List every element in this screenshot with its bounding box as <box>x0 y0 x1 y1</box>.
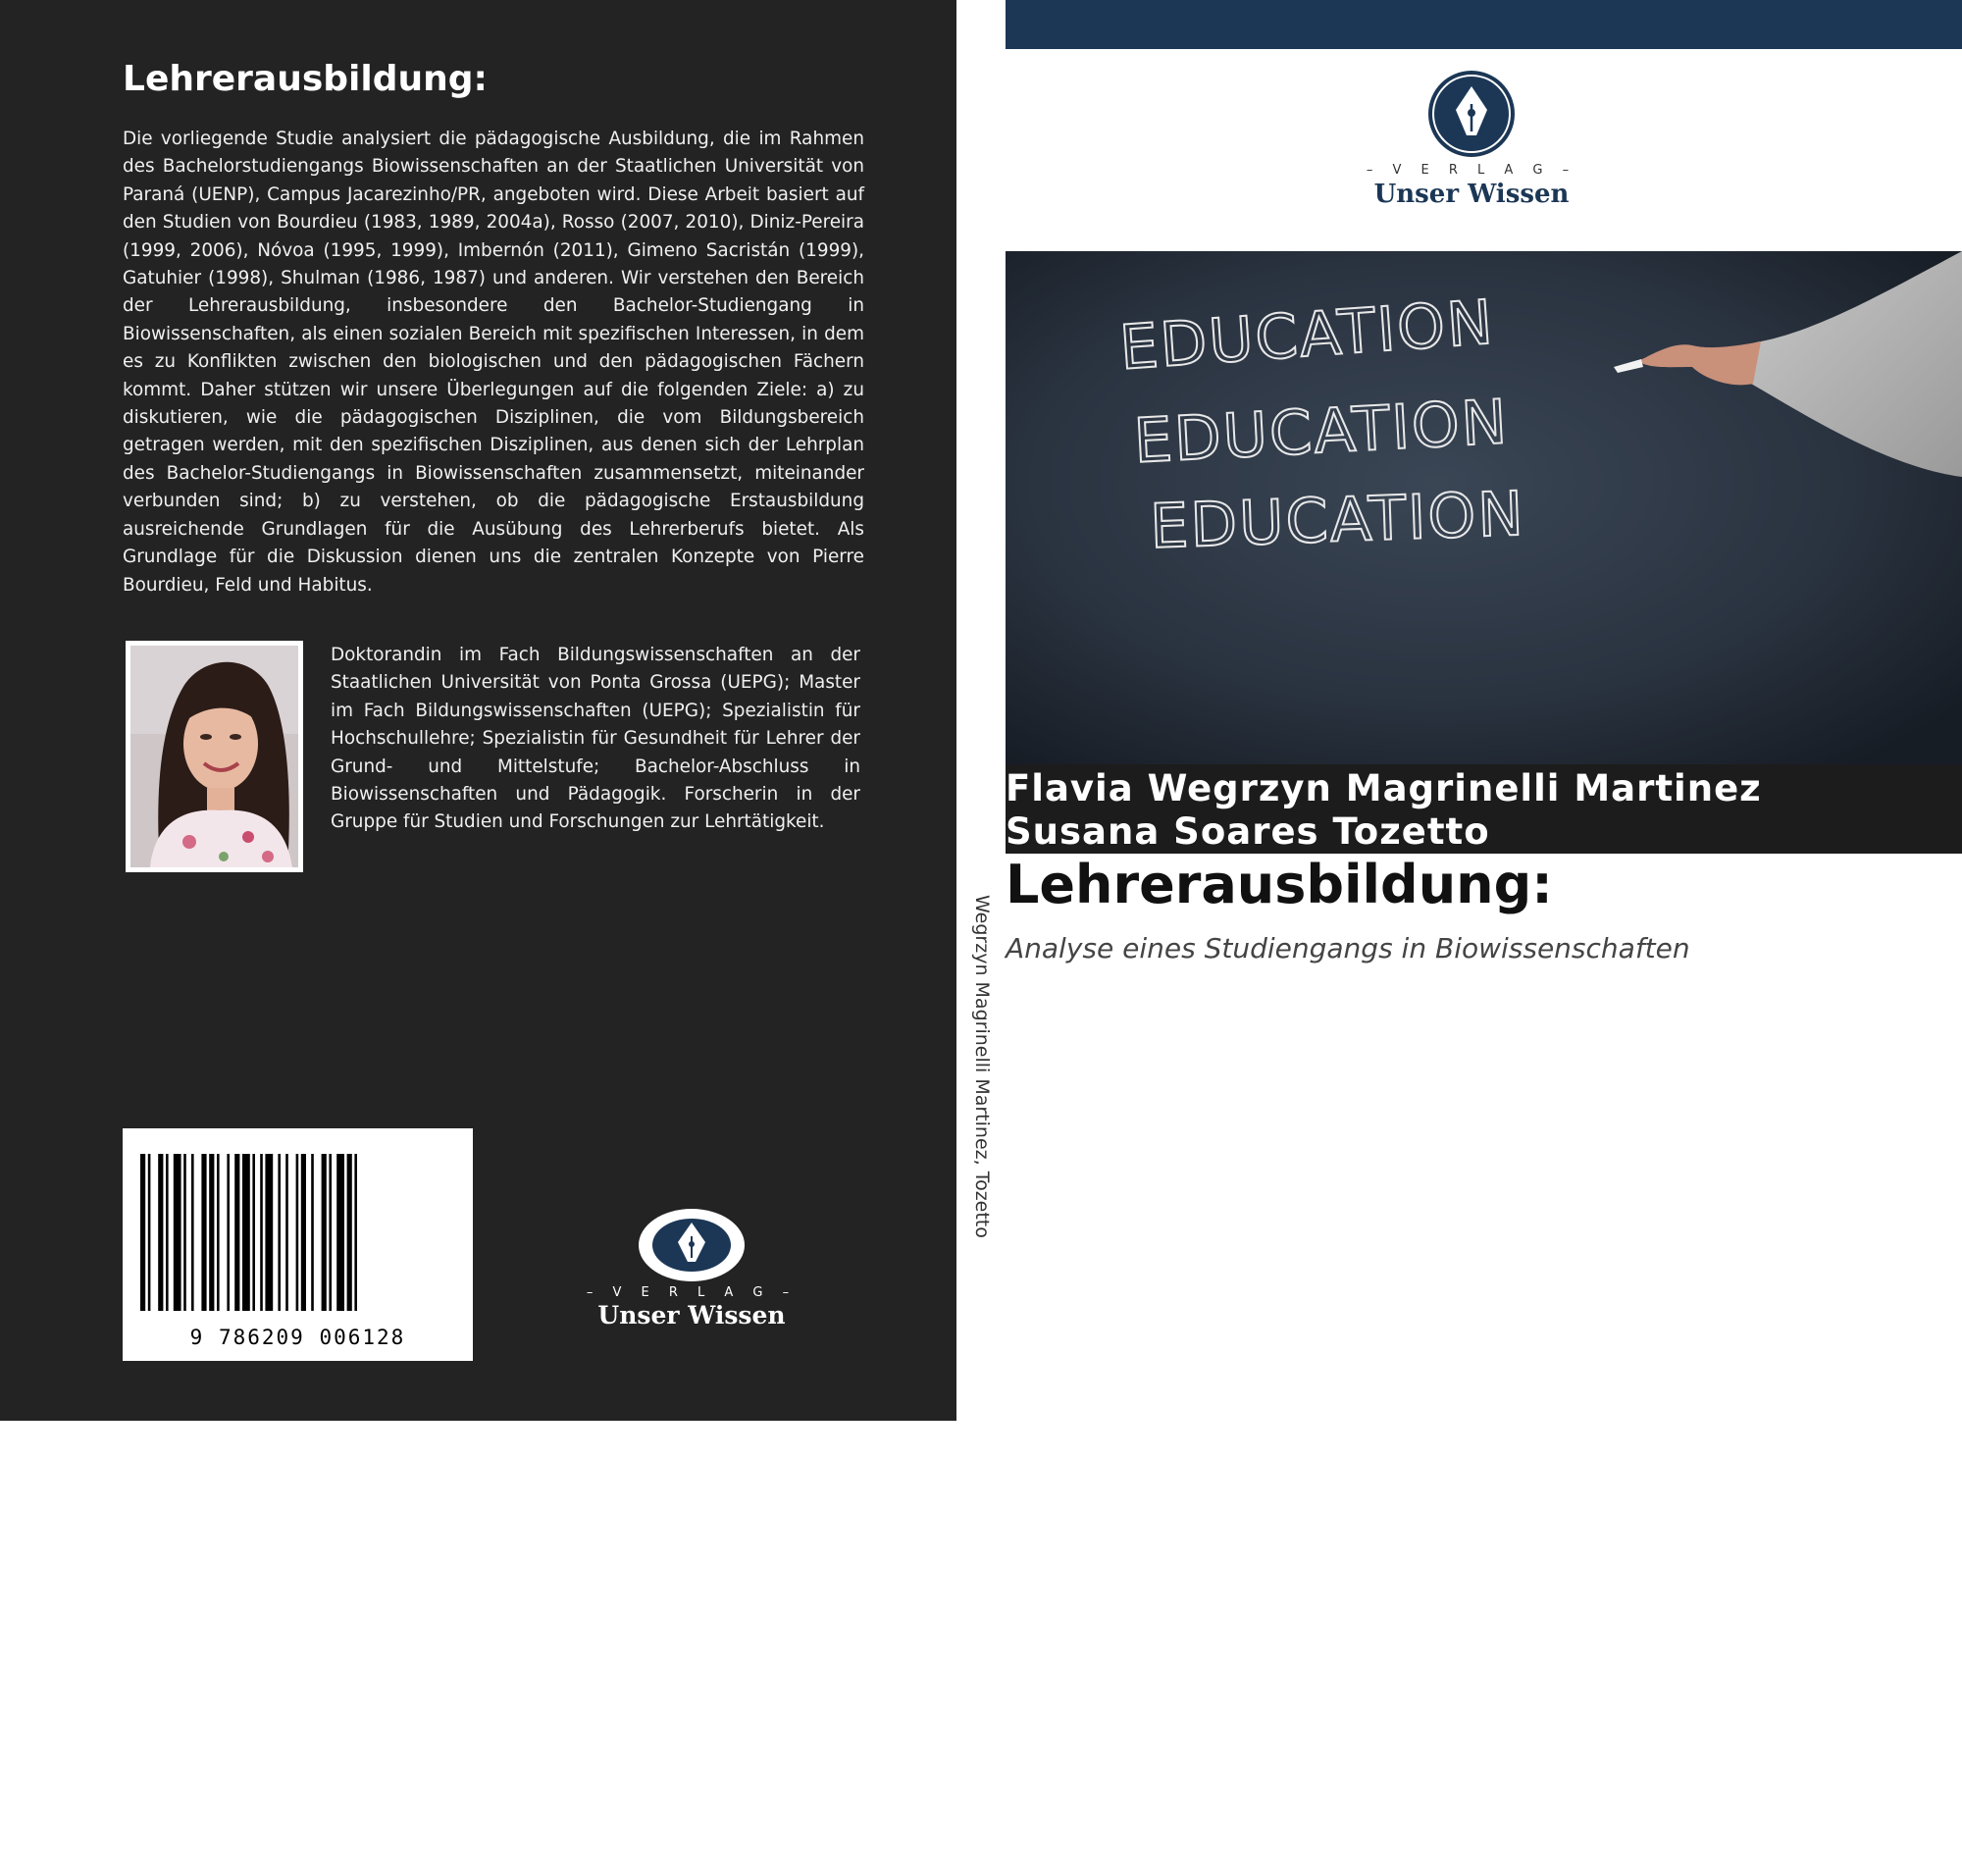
isbn-number: 9 786209 006128 <box>189 1326 406 1349</box>
publisher-verlag-label: – V E R L A G – <box>1366 163 1577 178</box>
fountain-pen-nib-icon <box>1426 69 1517 159</box>
publisher-logo-front <box>1349 69 1594 209</box>
fountain-pen-nib-icon <box>637 1207 747 1283</box>
author-name-2: Susana Soares Tozetto <box>1006 810 1490 853</box>
chalk-line-2: EDUCATION <box>1131 386 1511 477</box>
front-cover-top-band <box>1006 0 1962 49</box>
publisher-name: Unser Wissen <box>597 1301 786 1329</box>
publisher-logo-back <box>574 1207 809 1329</box>
author-portrait-image <box>130 646 298 867</box>
chalk-line-3: EDUCATION <box>1148 477 1526 562</box>
chalk-line-1: EDUCATION <box>1116 286 1497 384</box>
back-cover <box>0 0 956 1421</box>
author-bio: Doktorandin im Fach Bildungswissenschaften an der Staatlichen Universität von Ponta Grossa (UEPG); Master im Fach Bildungswissenschaften (UEPG); Spezialistin für Hochschullehre; Spezialistin für Gesundheit für Lehrer der Grund- und Mittelstufe; Bachelor-Abschluss in Biowissenschaften und Pädagogik. Forscherin in der Gruppe für Studien und Forschungen zur Lehrtätigkeit. <box>331 645 860 833</box>
back-cover-title: Lehrerausbildung: <box>123 59 488 99</box>
book-title: Lehrerausbildung: <box>1006 854 1553 915</box>
publisher-name: Unser Wissen <box>1373 180 1570 209</box>
chalkboard-photo <box>1006 251 1962 764</box>
back-cover-blurb: Die vorliegende Studie analysiert die pädagogische Ausbildung, die im Rahmen des Bachelorstudiengangs Biowissenschaften an der Staatlichen Universität von Paraná (UENP), Campus Jacarezinho/PR, angeboten wird. Diese Arbeit basiert auf den Studien von Bourdieu (1983, 1989, 2004a), Rosso (2007, 2010), Diniz-Pereira (1999, 2006), Nóvoa (1995, 1999), Imbernón (2011), Gimeno Sacristán (1999), Gatuhier (1998), Shulman (1986, 1987) und anderen. Wir verstehen den Bereich der Lehrerausbildung, insbesondere den Bachelor-Studiengang in Biowissenschaften, als einen sozialen Bereich mit spezifischen Interessen, in dem es zu Konflikten zwischen den biologischen und den pädagogischen Fächern kommt. Daher stützen wir unsere Überlegungen auf die folgenden Ziele: a) zu diskutieren, wie die pädagogischen Disziplinen, die vom Bildungsbereich getragen werden, mit den spezifischen Disziplinen, aus denen sich der Lehrplan des Bachelor-Studiengangs in Biowissenschaften zusammensetzt, miteinander verbunden sind; b) zu verstehen, ob die pädagogische Erstausbildung ausreichende Grundlagen für die Ausübung des Lehrerberufs bietet. Als Grundlage für die Diskussion dienen uns die zentralen Konzepte von Pierre Bourdieu, Feld und Habitus. <box>123 129 864 596</box>
publisher-verlag-label: – V E R L A G – <box>586 1285 798 1300</box>
author-name-1: Flavia Wegrzyn Magrinelli Martinez <box>1006 767 1762 809</box>
author-photo <box>126 641 303 872</box>
book-subtitle: Analyse eines Studiengangs in Biowissenschaften <box>1006 932 1690 964</box>
spine-authors: Wegrzyn Magrinelli Martinez, Tozetto <box>971 895 993 1238</box>
isbn-barcode <box>123 1128 473 1361</box>
